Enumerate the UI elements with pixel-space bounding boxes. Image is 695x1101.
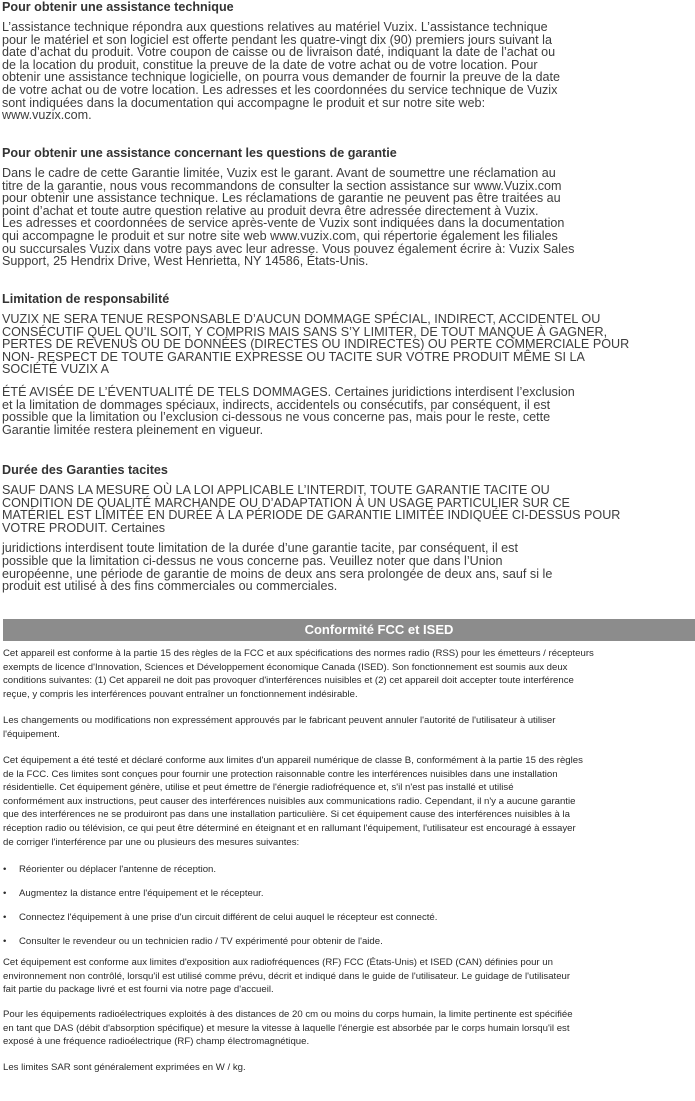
list-item-text: Connectez l'équipement à une prise d'un circuit différent de celui auquel le récepteur est connecté. [19,912,438,923]
text-line: titre de la garantie, nous vous recommandons de consulter la section assistance sur www.Vuzix.com [2,178,562,193]
bullet-icon: • [3,888,7,899]
tech-support-section [0,0,695,128]
warranty-support-paragraph [2,167,695,268]
bullet-icon: • [3,912,7,923]
fcc-paragraph-sar-units [3,1061,693,1075]
list-item [3,935,383,948]
fcc-paragraph-compliance [3,647,693,701]
fcc-section-title: Conformité FCC et ISED [304,622,454,637]
text-line: conditions suivantes: (1) Cet appareil ne doit pas provoquer d'interférences nuisibles et (2) cet appareil doit accepter toute interférence [3,675,574,687]
text-line: L’assistance technique répondra aux questions relatives au matériel Vuzix. L’assistance technique [2,20,548,34]
list-item [3,887,264,900]
liability-paragraph-caps [2,313,695,376]
implied-paragraph-caps [2,484,695,534]
bullet-icon: • [3,936,7,947]
text-line: et la limitation de dommages spéciaux, indirects, accidentels ou consécutifs, par conséquent, il est [2,397,551,412]
text-line: ou succursales Vuzix dans votre pays avec leur adresse. Vous pouvez également écrire à: Vuzix Sales [2,241,575,256]
fcc-paragraph-modifications [3,714,693,741]
list-item-text: Consulter le revendeur ou un technicien radio / TV expérimenté pour obtenir de l'aide. [19,936,383,947]
text-line: exposé à une fréquence radioélectrique (RF) champ électromagnétique. [3,1036,310,1048]
list-item [3,863,216,876]
fcc-section-banner [3,619,695,641]
text-line: SAUF DANS LA MESURE OÙ LA LOI APPLICABLE L’INTERDIT, TOUTE GARANTIE TACITE OU [2,483,550,497]
text-line: VOTRE PRODUIT. Certaines [2,520,166,535]
text-line: VUZIX NE SERA TENUE RESPONSABLE D’AUCUN DOMMAGE SPÉCIAL, INDIRECT, ACCIDENTEL OU [2,312,601,326]
text-line: de corriger l'interférence par une ou plusieurs des mesures suivantes: [3,836,300,848]
liability-heading: Limitation de responsabilité [2,292,170,306]
implied-paragraph [2,542,695,592]
text-line: SOCIÉTÉ VUZIX A [2,362,110,377]
text-line: pour le matériel et son logiciel est offerte pendant les quatre-vingt dix (90) premiers jours suivant la [2,32,552,47]
fcc-paragraph-class-b [3,754,693,849]
list-item-text: Réorienter ou déplacer l'antenne de réception. [19,864,217,875]
text-line: Garantie limitée restera pleinement en vigueur. [2,422,264,437]
text-line: CONDITION DE QUALITÉ MARCHANDE OU D’ADAPTATION À UN USAGE PARTICULIER SUR CE [2,495,570,510]
text-line: Cet équipement est conforme aux limites d'exposition aux radiofréquences (RF) FCC (États-Unis) et ISED (CAN) définies pour un [3,957,553,968]
text-line: possible que la limitation ci-dessus ne vous concerne pas. Veuillez noter que dans l’Union [2,553,503,568]
text-line: environnement non contrôlé, lorsqu'il est utilisé comme prévu, décrit et indiqué dans le guide de l'utilisateur. Le guidage de l'utilisateur [3,970,571,982]
text-line: de la location du produit, constitue la preuve de la date de votre achat ou de votre location. Pour [2,57,538,72]
warranty-support-heading: Pour obtenir une assistance concernant les questions de garantie [2,146,397,160]
text-line: Support, 25 Hendrix Drive, West Henrietta, NY 14586, États-Unis. [2,254,369,269]
text-line: MATÉRIEL EST LIMITÉE EN DURÉE À LA PÉRIODE DE GARANTIE LIMITÉE INDIQUÉE CI-DESSUS POUR [2,508,621,523]
liability-section [0,292,695,442]
text-line: de la FCC. Ces limites sont conçues pour fournir une protection raisonnable contre les interférences nuisibles dans une installation [3,768,558,780]
bullet-icon: • [3,864,7,875]
tech-support-heading: Pour obtenir une assistance technique [2,0,234,14]
text-line: sont indiquées dans la documentation qui accompagne le produit et sur notre site web: [2,95,486,110]
text-line: résidentielle. Cet équipement génère, utilise et peut émettre de l'énergie radiofréquence et, s'il n'est pas installé et utilisé [3,782,514,794]
text-line: PERTES DE REVENUS OU DE DONNÉES (DIRECTES OU INDIRECTES) OU PERTE COMMERCIALE POUR [2,337,630,352]
text-line: Cet appareil est conforme à la partie 15 des règles de la FCC et aux spécifications des normes radio (RSS) pour les émetteurs / récepteurs [3,648,594,659]
text-line: que des interférences ne se produiront pas dans une installation particulière. Si cet équipement cause des interférences nuisibles à la [3,809,570,821]
text-line: en tant que DAS (débit d'absorption spécifique) et mesure la vitesse à laquelle l'énergie est absorbée par le corps humain lorsqu'il est [3,1022,570,1034]
text-line: qui accompagne le produit et sur notre site web www.vuzix.com, qui répertorie également les filiales [2,228,558,243]
text-line: l'équipement. [3,728,60,740]
text-line: conformément aux instructions, peut causer des interférences nuisibles aux communications radio. Cependant, il n'y a aucune garantie [3,795,576,807]
text-line: obtenir une assistance technique logicielle, on pourra vous demander de fournir la preuve de la date [2,70,560,85]
text-line: www.vuzix.com. [2,108,92,123]
text-line: Les adresses et coordonnées de service après-vente de Vuzix sont indiquées dans la documentation [2,216,565,231]
text-line: Pour les équipements radioélectriques exploités à des distances de 20 cm ou moins du corps humain, la limite pertinente est spécifiée [3,1009,573,1020]
text-line: Dans le cadre de cette Garantie limitée, Vuzix est le garant. Avant de soumettre une réclamation au [2,166,556,180]
warranty-support-section [0,146,695,274]
text-line: possible que la limitation ou l’exclusion ci-dessous ne vous concerne pas, mais pour le reste, cette [2,410,551,425]
list-item [3,911,437,924]
text-line: Les changements ou modifications non expressément approuvés par le fabricant peuvent annuler l'autorité de l'utilisateur à utiliser [3,715,556,726]
text-line: réception radio ou télévision, ce qui peut être déterminé en éteignant et en rallumant l'équipement, l'utilisateur est encouragé à essayer [3,822,576,834]
liability-paragraph [2,386,695,436]
text-line: point d’achat et toute autre question relative au produit devra être adressée directement à Vuzix. [2,203,539,218]
text-line: produit est utilisé à des fins commerciales ou commerciales. [2,579,338,594]
text-line: pour obtenir une assistance technique. Les réclamations de garantie ne peuvent pas être traitées au [2,191,561,206]
text-line: Cet équipement a été testé et déclaré conforme aux limites d'un appareil numérique de classe B, conformément à la partie 15 des règles [3,755,583,766]
text-line: Les limites SAR sont généralement exprimées en W / kg. [3,1062,246,1073]
text-line: date d’achat du produit. Votre coupon de caisse ou de livraison daté, indiquant la date de l’achat ou [2,45,556,60]
text-line: exempts de licence d'Innovation, Sciences et Développement économique Canada (ISED). Son fonctionnement est soumis aux deux [3,661,568,673]
list-item-text: Augmentez la distance entre l'équipement et le récepteur. [19,888,264,899]
text-line: juridictions interdisent toute limitation de la durée d’une garantie tacite, par conséquent, il est [2,541,518,556]
fcc-paragraph-sar [3,1008,693,1049]
text-line: ÉTÉ AVISÉE DE L’ÉVENTUALITÉ DE TELS DOMMAGES. Certaines juridictions interdisent l’exclusion [2,384,575,399]
text-line: CONSÉCUTIF QUEL QU’IL SOIT, Y COMPRIS MAIS SANS S’Y LIMITER, DE TOUT MANQUE À GAGNER, [2,324,608,339]
tech-support-paragraph [2,21,695,122]
fcc-paragraph-rf-exposure [3,956,693,997]
implied-warranty-section [0,463,695,599]
text-line: NON- RESPECT DE TOUTE GARANTIE EXPRESSE OU TACITE SUR VOTRE PRODUIT MÊME SI LA [2,349,585,364]
text-line: fait partie du package livré et est fourni via notre page d'accueil. [3,984,274,996]
text-line: de votre achat ou de votre location. Les adresses et les coordonnées du service technique de Vuzix [2,82,558,97]
text-line: européenne, une période de garantie de moins de deux ans sera prolongée de deux ans, sauf si le [2,566,553,581]
text-line: reçue, y compris les interférences pouvant entraîner un fonctionnement indésirable. [3,688,358,700]
implied-warranty-heading: Durée des Garanties tacites [2,463,168,477]
